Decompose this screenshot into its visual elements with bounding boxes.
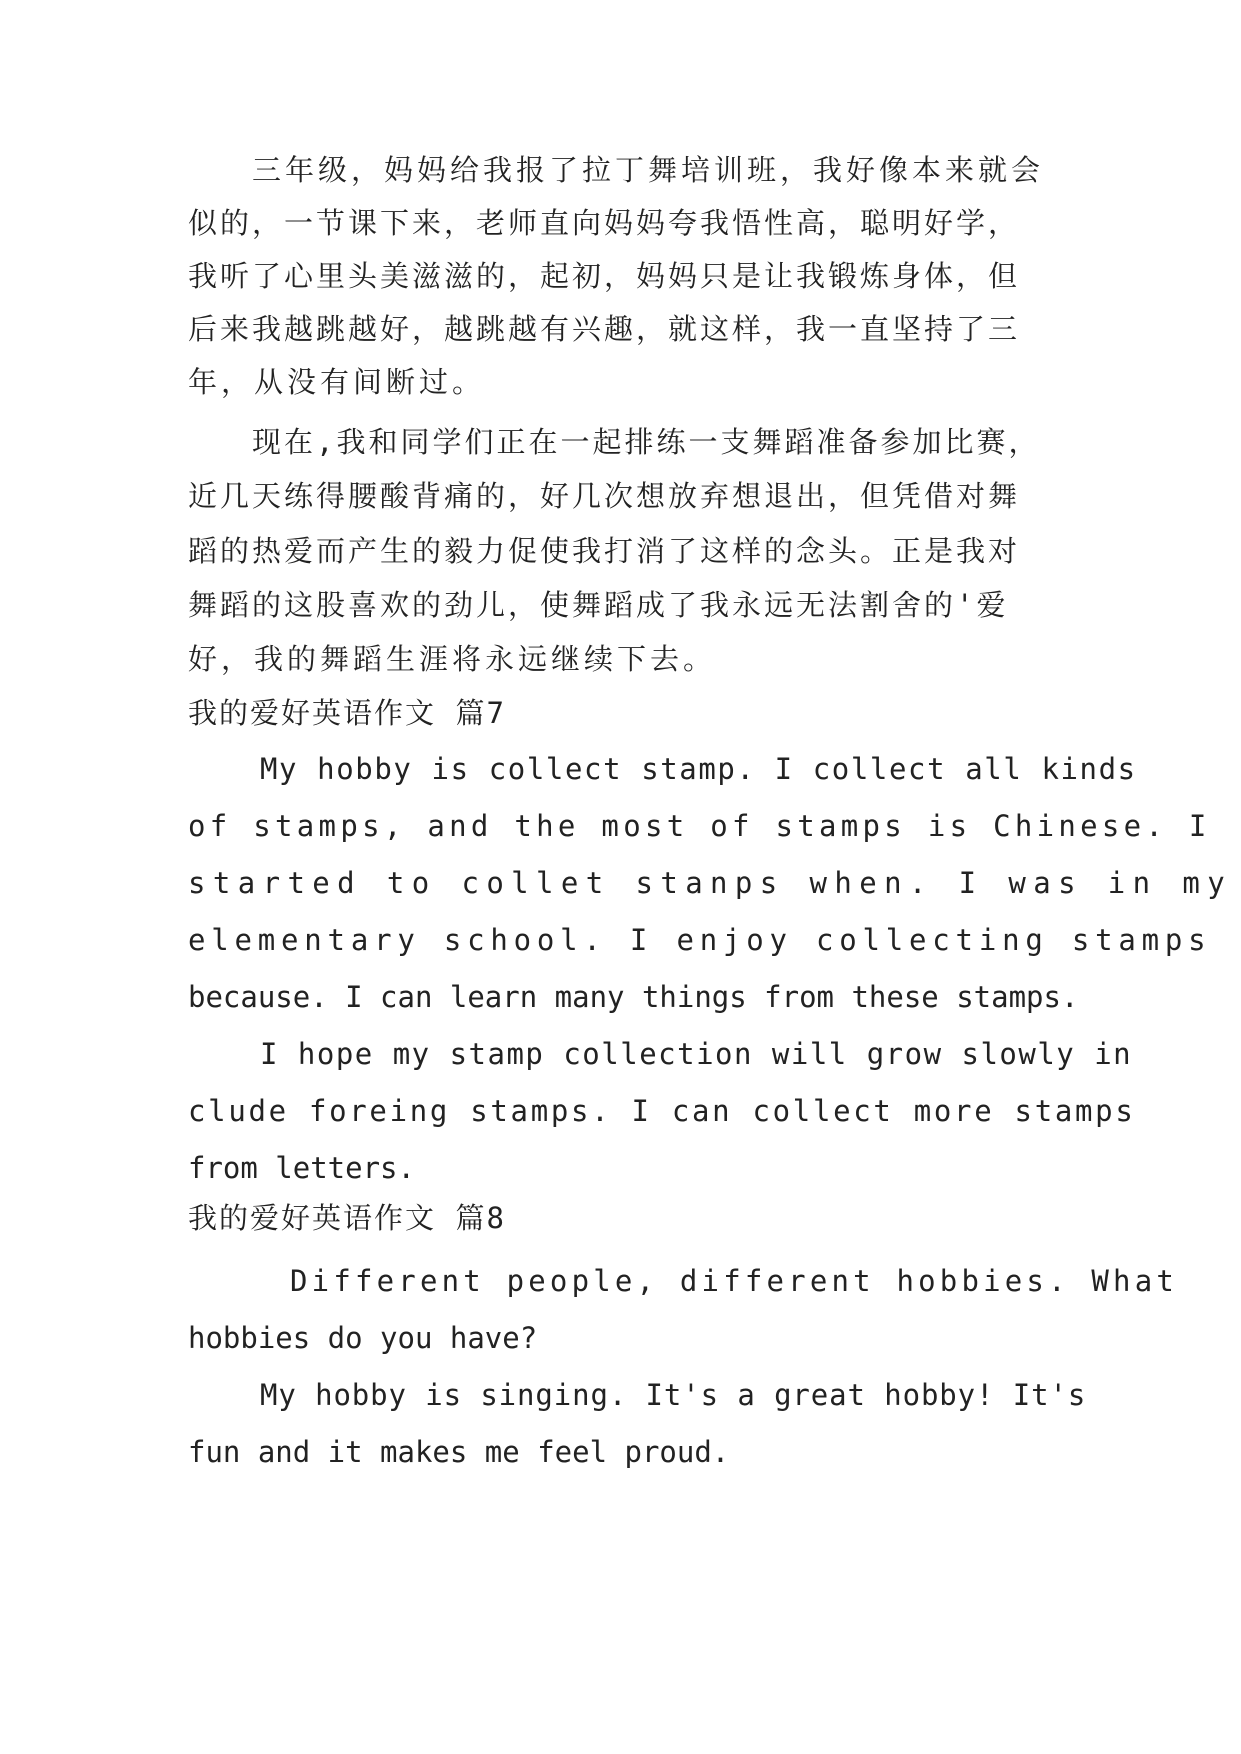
paragraph-line: 似的，一节课下来，老师直向妈妈夸我悟性高，聪明好学， [188,206,1021,240]
paragraph-line: I hope my stamp collection will grow slowly in [260,1037,1133,1071]
paragraph-line: because. I can learn many things from these stamps. [188,980,1079,1014]
paragraph-line: 蹈的热爱而产生的毅力促使我打消了这样的念头。正是我对 [188,534,1021,568]
paragraph-line: 好，我的舞蹈生涯将永远继续下去。 [188,642,717,676]
section-heading: 我的爱好英语作文 篇7 [188,696,506,730]
paragraph-line: 三年级，妈妈给我报了拉丁舞培训班，我好像本来就会 [252,153,1045,187]
paragraph-line: My hobby is collect stamp. I collect all kinds [260,752,1137,786]
paragraph-line: 年，从没有间断过。 [188,365,486,399]
paragraph-line: of stamps, and the most of stamps is Chinese. I [188,809,1211,843]
paragraph-line: 后来我越跳越好，越跳越有兴趣，就这样，我一直坚持了三 [188,312,1021,346]
paragraph-line: hobbies do you have? [188,1321,538,1355]
section-heading: 我的爱好英语作文 篇8 [188,1201,506,1235]
paragraph-line: My hobby is singing. It's a great hobby! It's [260,1378,1087,1412]
paragraph-line: started to collet stanps when. I was in my [188,866,1233,900]
paragraph-line: from letters. [188,1151,415,1185]
paragraph-line: 现在,我和同学们正在一起排练一支舞蹈准备参加比赛， [252,425,1041,459]
paragraph-line: fun and it makes me feel proud. [188,1435,730,1469]
paragraph-line: elementary school. I enjoy collecting stamps [188,923,1212,957]
paragraph-line: clude foreing stamps. I can collect more stamps [188,1094,1136,1128]
paragraph-line: 舞蹈的这股喜欢的劲儿，使舞蹈成了我永远无法割舍的'爱 [188,588,1009,622]
paragraph-line: Different people, different hobbies. What [290,1264,1179,1298]
paragraph-line: 我听了心里头美滋滋的，起初，妈妈只是让我锻炼身体，但 [188,259,1021,293]
paragraph-line: 近几天练得腰酸背痛的，好几次想放弃想退出，但凭借对舞 [188,479,1021,513]
